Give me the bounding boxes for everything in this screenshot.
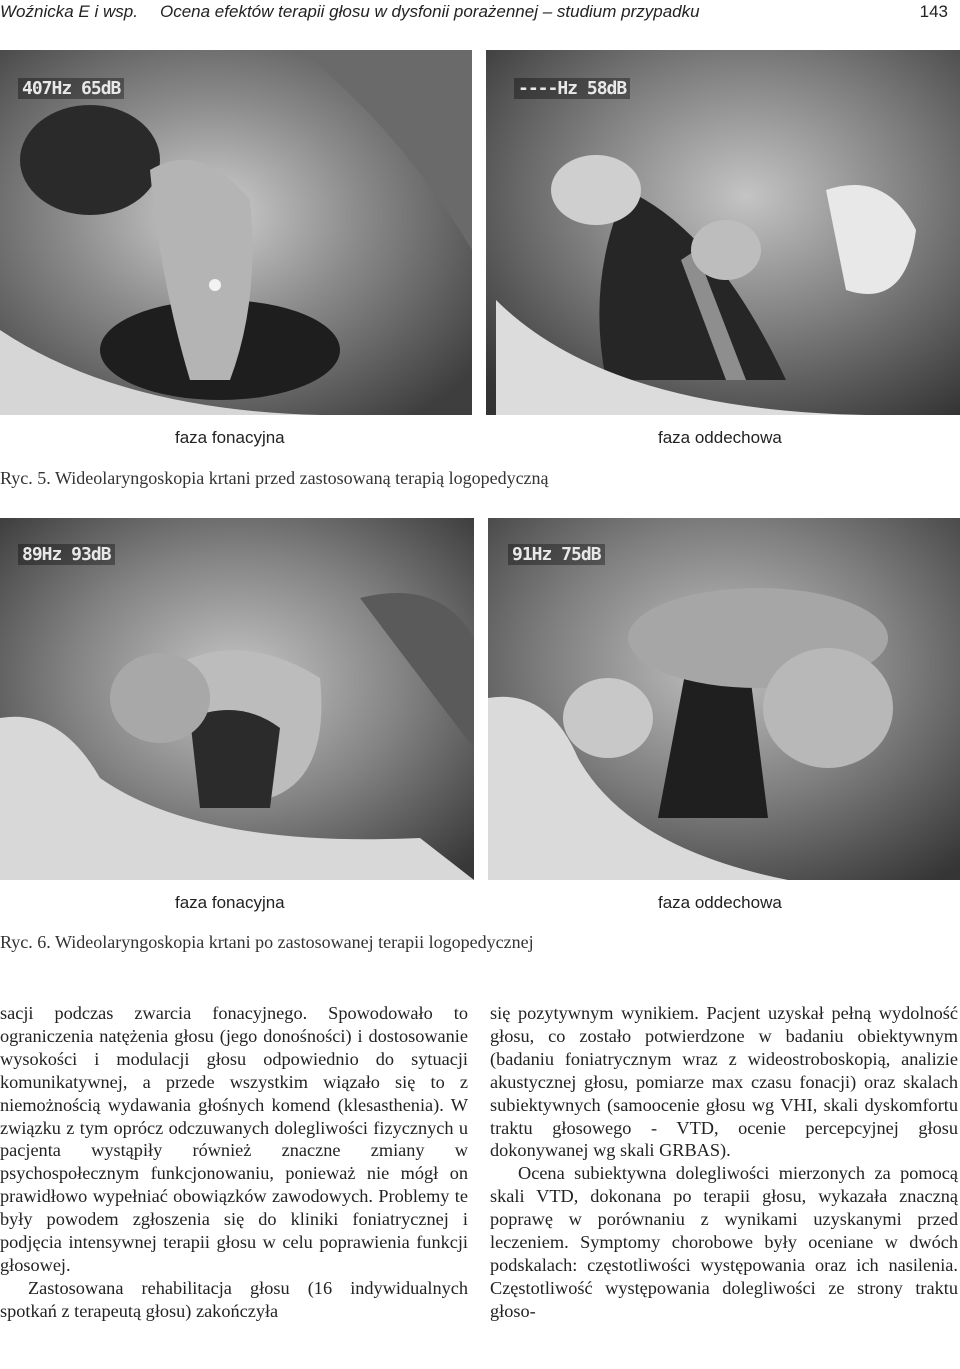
fig6-left-overlay: 89Hz 93dB	[18, 544, 115, 565]
body-paragraph: Ocena subiektywna dolegliwości mierzonych za pomocą skali VTD, dokonana po terapii głosu, wykazała znaczną poprawę w porównaniu z wynikami uzyskanymi przed leczeniem. Symptomy chorobowe były oceniane w dwóch podskalach: częstotliwości występowania oraz ich nasilenia. Częstotliwość występowania dolegliwości ze strony traktu głoso-	[490, 1163, 958, 1321]
fig6-right-label: faza oddechowa	[658, 893, 782, 912]
body-paragraph: się pozytywnym wynikiem. Pacjent uzyskał pełną wydolność głosu, co zostało potwierdzone w badaniu obiektywnym (badaniu foniatrycznym wraz z wideostroboskopią, analizie akustycznej głosu, pomiarze max czasu fonacji) oraz skalach subiektywnych (samoocenie głosu wg VHI, skali dyskomfortu traktu głosowego - VTD, ocenie percepcyjnej głosu dokonywanej wg skali GRBAS).	[490, 1003, 958, 1161]
header-authors: Woźnicka E i wsp.	[0, 2, 138, 21]
fig5-left-overlay: 407Hz 65dB	[18, 78, 124, 99]
body-right-column	[490, 1002, 958, 1323]
fig6-phonation-photo	[0, 518, 474, 880]
fig5-phonation-photo	[0, 50, 472, 415]
body-left-column	[0, 1002, 468, 1323]
running-header	[0, 0, 960, 26]
fig6-left-label: faza fonacyjna	[175, 893, 285, 912]
body-paragraph: sacji podczas zwarcia fonacyjnego. Spowodowało to ograniczenia natężenia głosu (jego donośności) i dostosowanie wysokości i modulacji głosu odpowiednio do sytuacji komunikatywnej, a przede wszystkim wiązało się to z niemożnością wydawania głośnych komend (klesasthenia). W związku z tym oprócz odczuwanych dolegliwości fizycznych u pacjenta wystąpiły również znaczne zmiany w psychospołecznym funkcjonowaniu, ponieważ nie mógł on prawidłowo wypełniać obowiązków zawodowych. Problemy te były powodem zgłoszenia się do kliniki foniatrycznej i podjęcia intensywnej terapii głosu w celu poprawienia funkcji głosowej.	[0, 1003, 468, 1275]
fig5-right-overlay: ----Hz 58dB	[514, 78, 630, 99]
body-paragraph: Zastosowana rehabilitacja głosu (16 indywidualnych spotkań z terapeutą głosu) zakończyła	[0, 1277, 468, 1321]
fig6-caption: Ryc. 6. Wideolaryngoskopia krtani po zastosowanej terapii logopedycznej	[0, 932, 534, 952]
fig5-right-label: faza oddechowa	[658, 428, 782, 447]
fig5-caption: Ryc. 5. Wideolaryngoskopia krtani przed zastosowaną terapią logopedyczną	[0, 468, 549, 488]
fig5-left-label: faza fonacyjna	[175, 428, 285, 447]
fig5-respiration-photo	[486, 50, 960, 415]
header-title: Ocena efektów terapii głosu w dysfonii porażennej – studium przypadku	[160, 2, 700, 21]
fig6-right-overlay: 91Hz 75dB	[508, 544, 605, 565]
fig6-respiration-photo	[488, 518, 960, 880]
page-number: 143	[919, 2, 948, 21]
